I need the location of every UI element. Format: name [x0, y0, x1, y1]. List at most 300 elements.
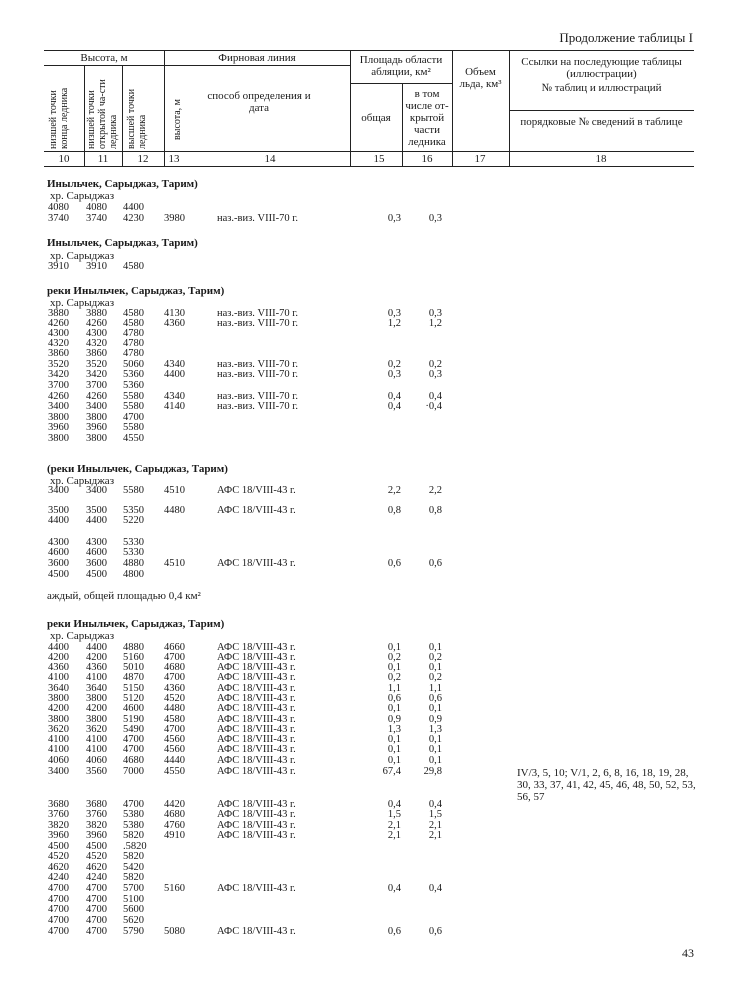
table-row	[0, 895, 743, 905]
cell-low-open: 4500	[86, 841, 107, 852]
cell-low-end: 3500	[48, 505, 69, 516]
colnum-14: 14	[264, 153, 276, 165]
cell-area-open: 2,2	[428, 485, 442, 496]
table-row	[0, 673, 743, 683]
colnum-16: 16	[421, 153, 433, 165]
cell-low-end: 4260	[48, 318, 69, 329]
cell-low-open: 4360	[86, 662, 107, 673]
table-row	[0, 319, 743, 329]
table-row	[0, 413, 743, 423]
cell-low-open: 3400	[86, 485, 107, 496]
cell-high: 5580	[123, 391, 144, 402]
table-row	[0, 821, 743, 831]
cell-high: 5620	[123, 915, 144, 926]
cell-area-open: 0,1	[428, 662, 442, 673]
cell-firn-method: АФС 18/VIII-43 г.	[217, 883, 296, 894]
cell-high: 5150	[123, 683, 144, 694]
cell-high: 5700	[123, 883, 144, 894]
cell-low-open: 4260	[86, 391, 107, 402]
cell-firn-height: 4680	[164, 809, 185, 820]
cell-firn-method: АФС 18/VIII-43 г.	[217, 734, 296, 745]
cell-low-open: 4400	[86, 642, 107, 653]
cell-low-open: 4700	[86, 904, 107, 915]
cell-low-end: 4200	[48, 652, 69, 663]
cell-firn-height: 4130	[164, 308, 185, 319]
cell-area-total: 0,1	[387, 744, 401, 755]
cell-high: 5350	[123, 505, 144, 516]
table-caption: Продолжение таблицы I	[559, 30, 693, 45]
section-subtitle: хр. Сарыджаз	[50, 297, 115, 309]
cell-area-total: 0,1	[387, 703, 401, 714]
height-group-rule	[44, 65, 164, 66]
cell-low-open: 4100	[86, 744, 107, 755]
cell-high: 5820	[123, 872, 144, 883]
vrule-12-13	[164, 50, 165, 166]
cell-low-end: 4080	[48, 202, 69, 213]
cell-low-end: 4500	[48, 569, 69, 580]
cell-firn-height: 4140	[164, 401, 185, 412]
cell-area-total: 0,9	[387, 714, 401, 725]
cell-firn-method: АФС 18/VIII-43 г.	[217, 642, 296, 653]
cell-firn-method: наз.-виз. VIII-70 г.	[217, 359, 298, 370]
table-row	[0, 745, 743, 755]
cell-firn-method: АФС 18/VIII-43 г.	[217, 820, 296, 831]
table-row	[0, 214, 743, 224]
cell-low-open: 3520	[86, 359, 107, 370]
cell-low-open: 3960	[86, 422, 107, 433]
cell-low-open: 4700	[86, 894, 107, 905]
cell-firn-height: 4360	[164, 318, 185, 329]
cell-firn-method: АФС 18/VIII-43 г.	[217, 683, 296, 694]
cell-high: 5420	[123, 862, 144, 873]
cell-low-end: 3740	[48, 213, 69, 224]
cell-area-open: 0,9	[428, 714, 442, 725]
cell-high: 4700	[123, 744, 144, 755]
table-row	[0, 339, 743, 349]
cell-low-open: 3880	[86, 308, 107, 319]
cell-low-end: 3800	[48, 714, 69, 725]
cell-area-open: 1,3	[428, 724, 442, 735]
cell-high: 5820	[123, 851, 144, 862]
cell-firn-method: АФС 18/VIII-43 г.	[217, 505, 296, 516]
cell-high: 5580	[123, 422, 144, 433]
cell-low-end: 4100	[48, 672, 69, 683]
cell-area-open: 0,8	[428, 505, 442, 516]
cell-area-total: 0,3	[387, 369, 401, 380]
cell-low-end: 3800	[48, 693, 69, 704]
table-row	[0, 852, 743, 862]
table-row	[0, 203, 743, 213]
colnum-12: 12	[137, 153, 149, 165]
cell-area-total: 0,1	[387, 662, 401, 673]
cell-area-total: 0,4	[387, 799, 401, 810]
cell-high: 4550	[123, 433, 144, 444]
cell-area-open: ·0,4	[425, 401, 442, 412]
table-row	[0, 916, 743, 926]
vrule-10-11	[84, 65, 85, 166]
cell-firn-method: АФС 18/VIII-43 г.	[217, 830, 296, 841]
cell-firn-method: АФС 18/VIII-43 г.	[217, 809, 296, 820]
cell-firn-height: 4360	[164, 683, 185, 694]
cell-area-total: 1,5	[387, 809, 401, 820]
cell-firn-method: АФС 18/VIII-43 г.	[217, 926, 296, 937]
table-row	[0, 506, 743, 516]
cell-low-open: 4600	[86, 547, 107, 558]
col11-label: низшей точки открытой ча-сти ледника	[86, 79, 119, 149]
cell-low-open: 3800	[86, 433, 107, 444]
cell-low-end: 4700	[48, 926, 69, 937]
cell-high: 4580	[123, 261, 144, 272]
cell-low-end: 3880	[48, 308, 69, 319]
section-subtitle: хр. Сарыджаз	[50, 475, 115, 487]
refs-bottom-label: порядковые № сведений в таблице	[520, 116, 683, 128]
cell-low-open: 3600	[86, 558, 107, 569]
cell-low-end: 4300	[48, 328, 69, 339]
cell-high: 5790	[123, 926, 144, 937]
cell-area-total: 0,6	[387, 926, 401, 937]
table-row	[0, 831, 743, 841]
cell-area-open: 0,1	[428, 703, 442, 714]
cell-low-end: 4260	[48, 391, 69, 402]
table-row	[0, 643, 743, 653]
table-row	[0, 329, 743, 339]
cell-low-end: 3400	[48, 401, 69, 412]
cell-high: 4580	[123, 308, 144, 319]
cell-low-end: 3600	[48, 558, 69, 569]
cell-area-open: 29,8	[423, 766, 442, 777]
cell-low-open: 4700	[86, 883, 107, 894]
cell-low-end: 4700	[48, 915, 69, 926]
colnum-17: 17	[474, 153, 486, 165]
cell-firn-height: 4910	[164, 830, 185, 841]
page-number: 43	[682, 946, 694, 960]
cell-area-total: 2,2	[387, 485, 401, 496]
colnum-18: 18	[595, 153, 607, 165]
cell-low-open: 3400	[86, 401, 107, 412]
cell-firn-method: АФС 18/VIII-43 г.	[217, 672, 296, 683]
colnum-bottom-rule	[44, 166, 694, 167]
cell-high: 5190	[123, 714, 144, 725]
cell-low-open: 4100	[86, 672, 107, 683]
cell-low-open: 3910	[86, 261, 107, 272]
cell-high: 4700	[123, 412, 144, 423]
cell-low-open: 4500	[86, 569, 107, 580]
firn-method-label: способ определения и дата	[207, 90, 311, 114]
cell-high: 5600	[123, 904, 144, 915]
cell-low-end: 4300	[48, 537, 69, 548]
cell-low-end: 3910	[48, 261, 69, 272]
cell-area-total: 1,1	[387, 683, 401, 694]
cell-area-total: 0,6	[387, 558, 401, 569]
cell-high: 5010	[123, 662, 144, 673]
cell-firn-height: 4510	[164, 558, 185, 569]
cell-low-end: 3820	[48, 820, 69, 831]
cell-low-open: 4700	[86, 926, 107, 937]
section-title: (реки Иныльчек, Сарыджаз, Тарим)	[47, 463, 228, 475]
cell-low-open: 3560	[86, 766, 107, 777]
cell-low-end: 3420	[48, 369, 69, 380]
table-row	[0, 349, 743, 359]
cell-area-open: 0,3	[428, 308, 442, 319]
cell-low-end: 3520	[48, 359, 69, 370]
cell-low-open: 3800	[86, 693, 107, 704]
col12-label: высшей точки ледника	[126, 88, 148, 149]
cell-low-open: 4260	[86, 318, 107, 329]
cell-firn-height: 4510	[164, 485, 185, 496]
cell-firn-height: 4420	[164, 799, 185, 810]
cell-firn-height: 5160	[164, 883, 185, 894]
references-cell: IV/3, 5, 10; V/1, 2, 6, 8, 16, 18, 19, 28, 30, 33, 37, 41, 42, 45, 46, 48, 50, 52, 53, 56, 57	[517, 767, 696, 803]
cell-area-total: 0,3	[387, 308, 401, 319]
cell-high: 5580	[123, 401, 144, 412]
table-row	[0, 381, 743, 391]
cell-low-open: 4060	[86, 755, 107, 766]
cell-firn-height: 5080	[164, 926, 185, 937]
cell-firn-method: АФС 18/VIII-43 г.	[217, 755, 296, 766]
cell-area-open: 0,1	[428, 734, 442, 745]
cell-firn-height: 4700	[164, 724, 185, 735]
volume-label: Объем льда, км³	[459, 66, 502, 90]
table-row	[0, 905, 743, 915]
cell-firn-height: 4550	[164, 766, 185, 777]
cell-low-end: 4620	[48, 862, 69, 873]
cell-low-end: 3400	[48, 485, 69, 496]
firn-group-rule	[164, 65, 350, 66]
cell-low-end: 3800	[48, 433, 69, 444]
cell-low-open: 3740	[86, 213, 107, 224]
cell-area-total: 2,1	[387, 830, 401, 841]
table-header	[44, 50, 694, 166]
cell-area-total: 1,3	[387, 724, 401, 735]
cell-low-end: 3760	[48, 809, 69, 820]
table-row	[0, 704, 743, 714]
cell-low-open: 4200	[86, 703, 107, 714]
cell-high: 4780	[123, 328, 144, 339]
cell-high: 4600	[123, 703, 144, 714]
section-title: Иныльчек, Сарыджаз, Тарим)	[47, 178, 198, 190]
section-subtitle: хр. Сарыджаз	[50, 190, 115, 202]
cell-low-end: 4400	[48, 515, 69, 526]
cell-firn-height: 3980	[164, 213, 185, 224]
cell-low-end: 4600	[48, 547, 69, 558]
cell-low-open: 3800	[86, 714, 107, 725]
cell-high: 5060	[123, 359, 144, 370]
cell-low-open: 4300	[86, 537, 107, 548]
cell-low-end: 3860	[48, 348, 69, 359]
cell-low-end: 4520	[48, 851, 69, 862]
table-row	[0, 370, 743, 380]
cell-firn-height: 4480	[164, 505, 185, 516]
colnum-13: 13	[168, 153, 180, 165]
cell-area-open: 1,2	[428, 318, 442, 329]
table-row	[0, 486, 743, 496]
section-subtitle: хр. Сарыджаз	[50, 630, 115, 642]
cell-high: 5120	[123, 693, 144, 704]
cell-low-open: 4200	[86, 652, 107, 663]
cell-high: 5380	[123, 820, 144, 831]
cell-area-total: 0,1	[387, 734, 401, 745]
cell-low-open: 3760	[86, 809, 107, 820]
cell-area-open: 1,1	[428, 683, 442, 694]
cell-area-total: 0,4	[387, 391, 401, 402]
table-row	[0, 402, 743, 412]
cell-high: 4580	[123, 318, 144, 329]
cell-area-total: 0,3	[387, 213, 401, 224]
table-row	[0, 360, 743, 370]
cell-area-open: 0,1	[428, 755, 442, 766]
cell-low-end: 3960	[48, 422, 69, 433]
refs-mid-rule	[509, 110, 694, 111]
cell-firn-height: 4560	[164, 744, 185, 755]
table-row	[0, 392, 743, 402]
col13-label: высота, м	[172, 98, 183, 140]
table-row	[0, 423, 743, 433]
cell-firn-method: АФС 18/VIII-43 г.	[217, 799, 296, 810]
cell-low-open: 3640	[86, 683, 107, 694]
colnum-15: 15	[373, 153, 385, 165]
cell-high: 4680	[123, 755, 144, 766]
cell-area-total: 0,2	[387, 652, 401, 663]
cell-area-open: 0,2	[428, 672, 442, 683]
cell-area-open: 0,4	[428, 391, 442, 402]
table-row	[0, 570, 743, 580]
cell-low-open: 4080	[86, 202, 107, 213]
cell-area-open: 0,2	[428, 652, 442, 663]
cell-low-open: 3860	[86, 348, 107, 359]
cell-low-end: 4700	[48, 904, 69, 915]
cell-high: 4880	[123, 642, 144, 653]
cell-low-open: 4320	[86, 338, 107, 349]
cell-low-open: 4700	[86, 915, 107, 926]
table-row	[0, 516, 743, 526]
cell-low-end: 4700	[48, 894, 69, 905]
cell-firn-method: наз.-виз. VIII-70 г.	[217, 308, 298, 319]
vrule-11-12	[122, 65, 123, 166]
cell-low-open: 4300	[86, 328, 107, 339]
cell-firn-method: наз.-виз. VIII-70 г.	[217, 401, 298, 412]
cell-area-open: 0,6	[428, 926, 442, 937]
cell-area-open: 0,2	[428, 359, 442, 370]
col10-label: низшей точки конца ледника	[48, 87, 70, 149]
cell-high: 5220	[123, 515, 144, 526]
cell-firn-height: 4760	[164, 820, 185, 831]
cell-high: 5360	[123, 369, 144, 380]
cell-low-open: 4100	[86, 734, 107, 745]
area-total-label: общая	[361, 112, 391, 124]
cell-high: 5100	[123, 894, 144, 905]
cell-low-end: 4200	[48, 703, 69, 714]
cell-area-total: 0,8	[387, 505, 401, 516]
table-row	[0, 663, 743, 673]
area-group-rule	[350, 83, 452, 84]
cell-firn-height: 4700	[164, 672, 185, 683]
table-row	[0, 309, 743, 319]
table-row	[0, 262, 743, 272]
cell-low-open: 3820	[86, 820, 107, 831]
table-row	[0, 756, 743, 766]
cell-area-open: 0,4	[428, 883, 442, 894]
table-row	[0, 538, 743, 548]
cell-low-end: 3800	[48, 412, 69, 423]
cell-area-total: 0,1	[387, 755, 401, 766]
cell-high: 4230	[123, 213, 144, 224]
height-group-label: Высота, м	[80, 52, 128, 64]
cell-area-total: 0,2	[387, 359, 401, 370]
cell-high: 5490	[123, 724, 144, 735]
table-row	[0, 842, 743, 852]
cell-firn-method: АФС 18/VIII-43 г.	[217, 558, 296, 569]
cell-area-open: 2,1	[428, 820, 442, 831]
cell-firn-height: 4560	[164, 734, 185, 745]
cell-low-end: 3640	[48, 683, 69, 694]
cell-area-total: 0,4	[387, 883, 401, 894]
cell-firn-height: 4680	[164, 662, 185, 673]
cell-high: 4800	[123, 569, 144, 580]
cell-area-open: 0,1	[428, 642, 442, 653]
table-row	[0, 873, 743, 883]
group-note: аждый, общей площадью 0,4 км²	[47, 590, 201, 602]
cell-low-end: 4500	[48, 841, 69, 852]
table-row	[0, 725, 743, 735]
cell-high: 4880	[123, 558, 144, 569]
cell-firn-height: 4400	[164, 369, 185, 380]
cell-firn-height: 4660	[164, 642, 185, 653]
cell-firn-method: АФС 18/VIII-43 г.	[217, 714, 296, 725]
cell-low-open: 3680	[86, 799, 107, 810]
table-row	[0, 684, 743, 694]
cell-low-end: 4700	[48, 883, 69, 894]
cell-low-end: 4360	[48, 662, 69, 673]
cell-firn-height: 4340	[164, 359, 185, 370]
table-row	[0, 715, 743, 725]
cell-low-end: 4100	[48, 744, 69, 755]
cell-low-open: 4240	[86, 872, 107, 883]
cell-low-end: 4400	[48, 642, 69, 653]
cell-firn-method: наз.-виз. VIII-70 г.	[217, 391, 298, 402]
cell-firn-method: наз.-виз. VIII-70 г.	[217, 318, 298, 329]
cell-low-open: 3800	[86, 412, 107, 423]
cell-firn-height: 4520	[164, 693, 185, 704]
table-row	[0, 653, 743, 663]
table-row	[0, 927, 743, 937]
cell-high: 4700	[123, 799, 144, 810]
section-title: реки Иныльчек, Сарыджаз, Тарим)	[47, 618, 225, 630]
cell-area-open: 0,4	[428, 799, 442, 810]
colnum-11: 11	[97, 153, 109, 165]
cell-area-total: 0,4	[387, 401, 401, 412]
cell-high: 5360	[123, 380, 144, 391]
cell-firn-method: АФС 18/VIII-43 г.	[217, 766, 296, 777]
section-subtitle: хр. Сарыджаз	[50, 250, 115, 262]
cell-low-end: 4100	[48, 734, 69, 745]
firn-group-label: Фирновая линия	[218, 52, 296, 64]
cell-low-end: 3700	[48, 380, 69, 391]
cell-high: 5380	[123, 809, 144, 820]
cell-high: 4780	[123, 338, 144, 349]
cell-low-open: 3620	[86, 724, 107, 735]
cell-high: 4780	[123, 348, 144, 359]
cell-firn-method: АФС 18/VIII-43 г.	[217, 693, 296, 704]
cell-low-open: 4620	[86, 862, 107, 873]
table-row	[0, 884, 743, 894]
cell-high: 5820	[123, 830, 144, 841]
refs-top-label: Ссылки на последующие таблицы (иллюстрации)	[521, 56, 682, 80]
table-row	[0, 434, 743, 444]
cell-area-open: 0,6	[428, 558, 442, 569]
cell-high: 5580	[123, 485, 144, 496]
refs-sub-label: № таблиц и иллюстраций	[541, 82, 662, 94]
table-row	[0, 559, 743, 569]
